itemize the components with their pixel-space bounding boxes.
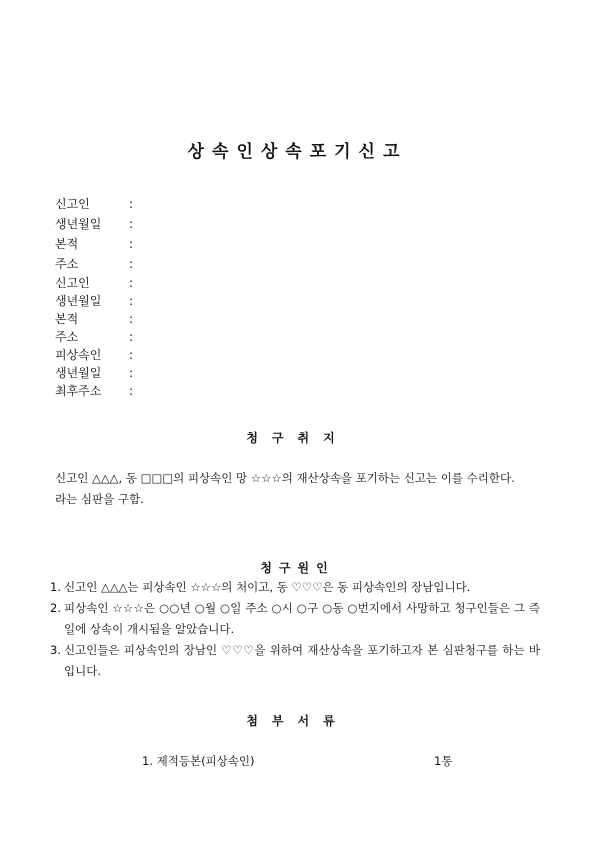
claim-purpose-request: 라는 심판을 구함.: [55, 492, 144, 506]
field-colon: :: [129, 197, 134, 211]
field-label: 생년월일: [55, 217, 102, 231]
field-label: 본적: [55, 312, 79, 326]
field-row: [55, 382, 133, 400]
field-colon: :: [129, 348, 134, 362]
field-row: [55, 310, 133, 328]
field-row: [55, 346, 133, 364]
item-number: 3.: [50, 643, 61, 657]
item-number: 1.: [50, 580, 61, 594]
field-row: [55, 215, 133, 233]
field-colon: :: [129, 366, 134, 380]
field-label: 피상속인: [55, 348, 102, 362]
attachment-count: 1통: [434, 754, 453, 768]
field-colon: :: [129, 294, 134, 308]
list-item: [50, 640, 540, 682]
field-label: 신고인: [55, 197, 90, 211]
field-row: [55, 328, 133, 346]
field-label: 최후주소: [55, 384, 102, 398]
claim-purpose-text: 신고인 △△△, 동 □□□의 피상속인 망 ☆☆☆의 재산상속을 포기하는 신고는 이를 수리한다.: [55, 471, 515, 485]
field-row: [55, 255, 133, 273]
item-number: 2.: [50, 601, 61, 615]
item-text: 신고인 △△△는 피상속인 ☆☆☆의 처이고, 동 ♡♡♡은 동 피상속인의 장남입니다.: [64, 580, 471, 594]
field-label: 생년월일: [55, 366, 102, 380]
field-label: 본적: [55, 237, 79, 251]
item-text: 피상속인 ☆☆☆은 ○○년 ○월 ○일 주소 ○시 ○구 ○동 ○번지에서 사망하고 청구인들은 그 즉일에 상속이 개시됨을 알았습니다.: [64, 601, 540, 636]
field-row: [55, 274, 133, 292]
field-colon: :: [129, 237, 134, 251]
field-label: 생년월일: [55, 294, 102, 308]
claim-cause-list: [50, 577, 540, 682]
item-text: 신고인들은 피상속인의 장남인 ♡♡♡을 위하여 재산상속을 포기하고자 본 심판청구를 하는 바입니다.: [64, 643, 540, 678]
field-label: 주소: [55, 257, 79, 271]
field-label: 주소: [55, 330, 79, 344]
field-label: 신고인: [55, 276, 90, 290]
section-heading-claim-purpose: 청구취지: [246, 431, 349, 445]
field-row: [55, 235, 133, 253]
list-item: [50, 598, 540, 640]
section-heading-claim-cause: 청구원인: [260, 561, 335, 575]
field-colon: :: [129, 330, 134, 344]
field-row: [55, 364, 133, 382]
section-heading-attachments: 첨부서류: [246, 714, 349, 728]
field-colon: :: [129, 312, 134, 326]
field-row: [55, 195, 133, 213]
field-colon: :: [129, 384, 134, 398]
attachment-label: 1. 제적등본(피상속인): [142, 754, 255, 768]
claim-purpose-body: [55, 468, 542, 510]
field-colon: :: [129, 257, 134, 271]
field-colon: :: [129, 217, 134, 231]
document-title: 상속인상속포기신고: [187, 142, 408, 162]
field-colon: :: [129, 276, 134, 290]
field-row: [55, 292, 133, 310]
list-item: [50, 577, 540, 598]
